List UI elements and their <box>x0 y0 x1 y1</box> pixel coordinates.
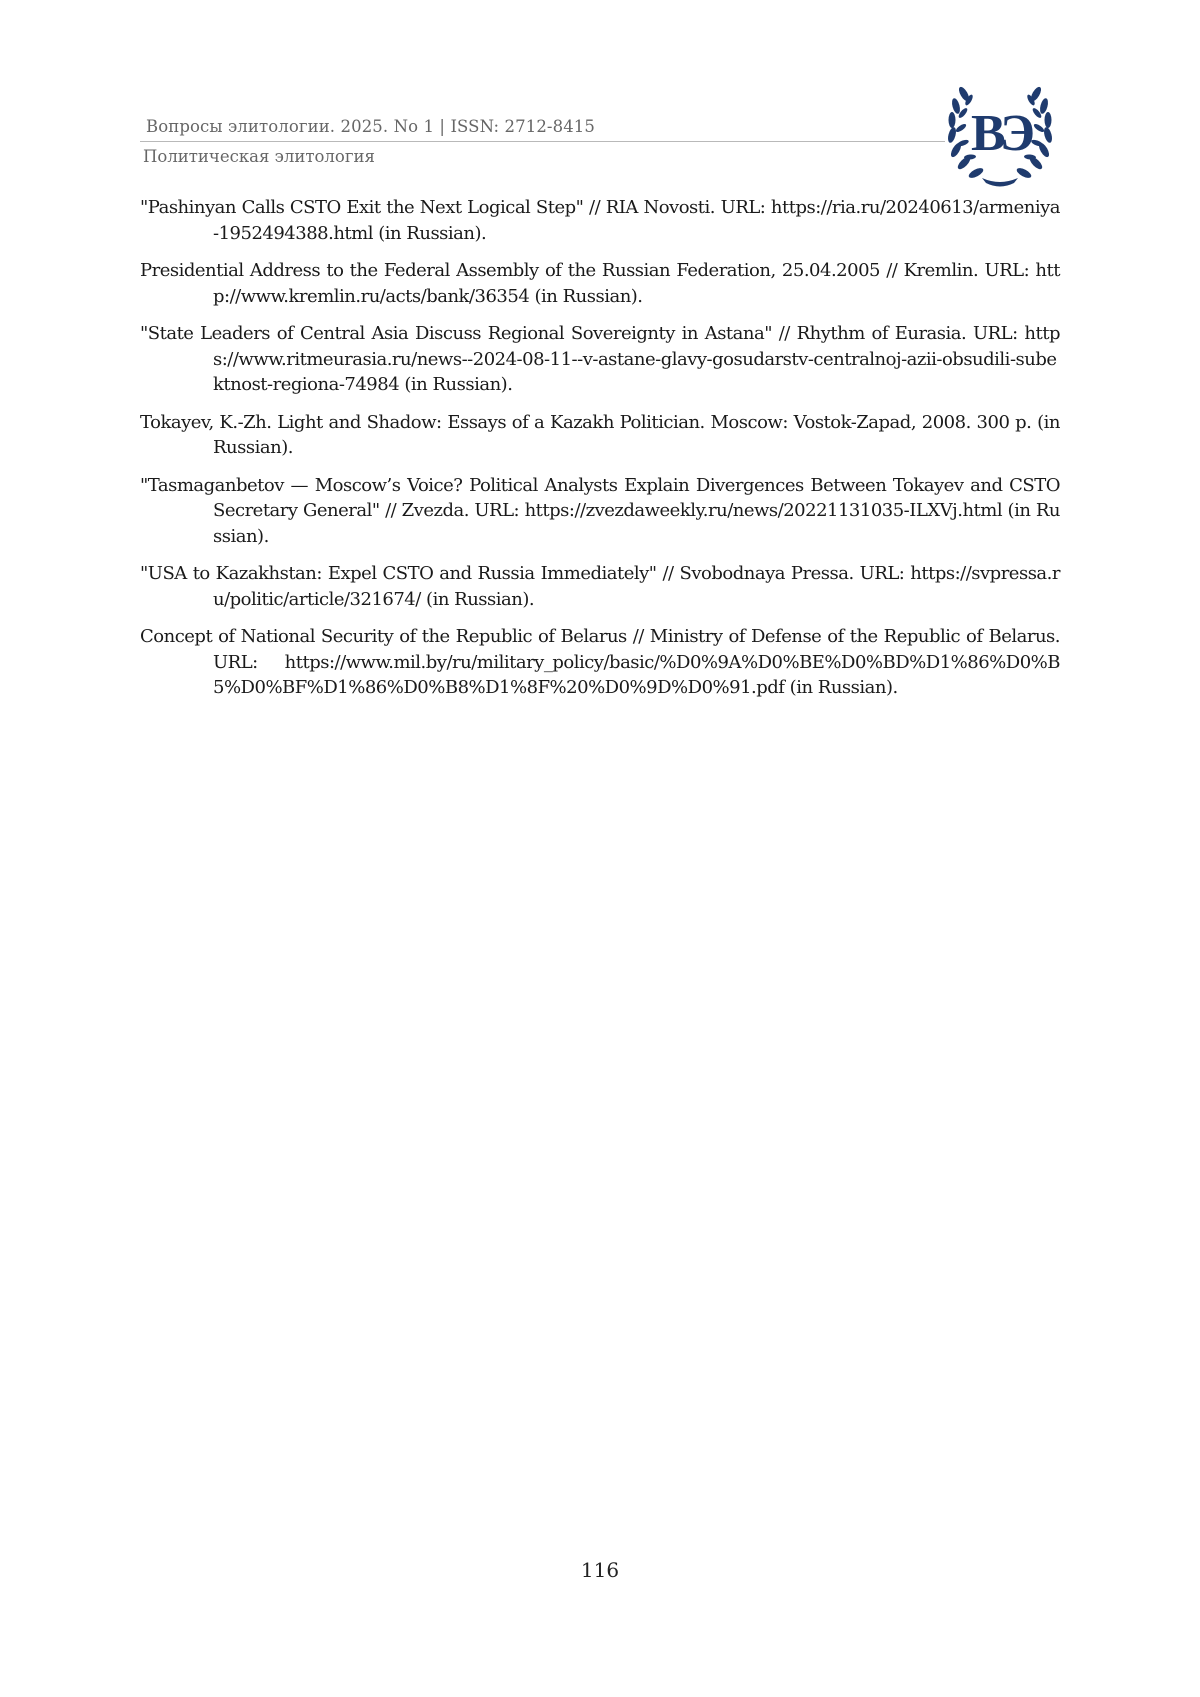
logo-monogram: ВЭ <box>971 105 1029 162</box>
header-divider <box>140 141 945 142</box>
journal-line: Вопросы элитологии. 2025. No 1 | ISSN: 2712-8415 <box>146 117 595 136</box>
reference-item: Concept of National Security of the Republic of Belarus // Ministry of Defense of the Republic of Belarus. URL: https://www.mil.by/ru/military_policy/basic/%D0%9A%D0%BE%D0%BD%D1%86%D0%B5%D0%BF%D1%86%D0%B8%D1%8F%20%D0%9D%D0%91.pdf (in Russian). <box>140 626 1060 698</box>
reference-list <box>140 195 1060 713</box>
section-title: Политическая элитология <box>143 147 375 166</box>
reference-item: Presidential Address to the Federal Assembly of the Russian Federation, 25.04.2005 // Kremlin. URL: http://www.kremlin.ru/acts/bank/36354 (in Russian). <box>140 260 1060 307</box>
page-number: 116 <box>580 1558 620 1582</box>
reference-item: "Tasmaganbetov — Moscow’s Voice? Political Analysts Explain Divergences Between Tokayev and CSTO Secretary General" // Zvezda. URL: https://zvezdaweekly.ru/news/20221131035-ILXVj.html (in Russian). <box>140 474 1060 547</box>
reference-item: Tokayev, K.-Zh. Light and Shadow: Essays of a Kazakh Politician. Moscow: Vostok-Zapad, 2008. 300 p. (in Russian). <box>140 411 1060 458</box>
running-header <box>140 116 945 168</box>
reference-item: "USA to Kazakhstan: Expel CSTO and Russia Immediately" // Svobodnaya Pressa. URL: https://svpressa.ru/politic/article/321674/ (in Russian). <box>140 563 1060 610</box>
journal-logo-icon <box>942 80 1058 192</box>
reference-item: "Pashinyan Calls CSTO Exit the Next Logical Step" // RIA Novosti. URL: https://ria.ru/20240613/armeniya-1952494388.html (in Russian). <box>140 197 1060 244</box>
laurel-tie <box>982 178 1018 187</box>
reference-item: "State Leaders of Central Asia Discuss Regional Sovereignty in Astana" // Rhythm of Eurasia. URL: https://www.ritmeurasia.ru/news--2024-08-11--v-astane-glavy-gosudarstv-centralnoj-azii-obsudili-subektnost-regiona-74984 (in Russian). <box>140 323 1060 395</box>
